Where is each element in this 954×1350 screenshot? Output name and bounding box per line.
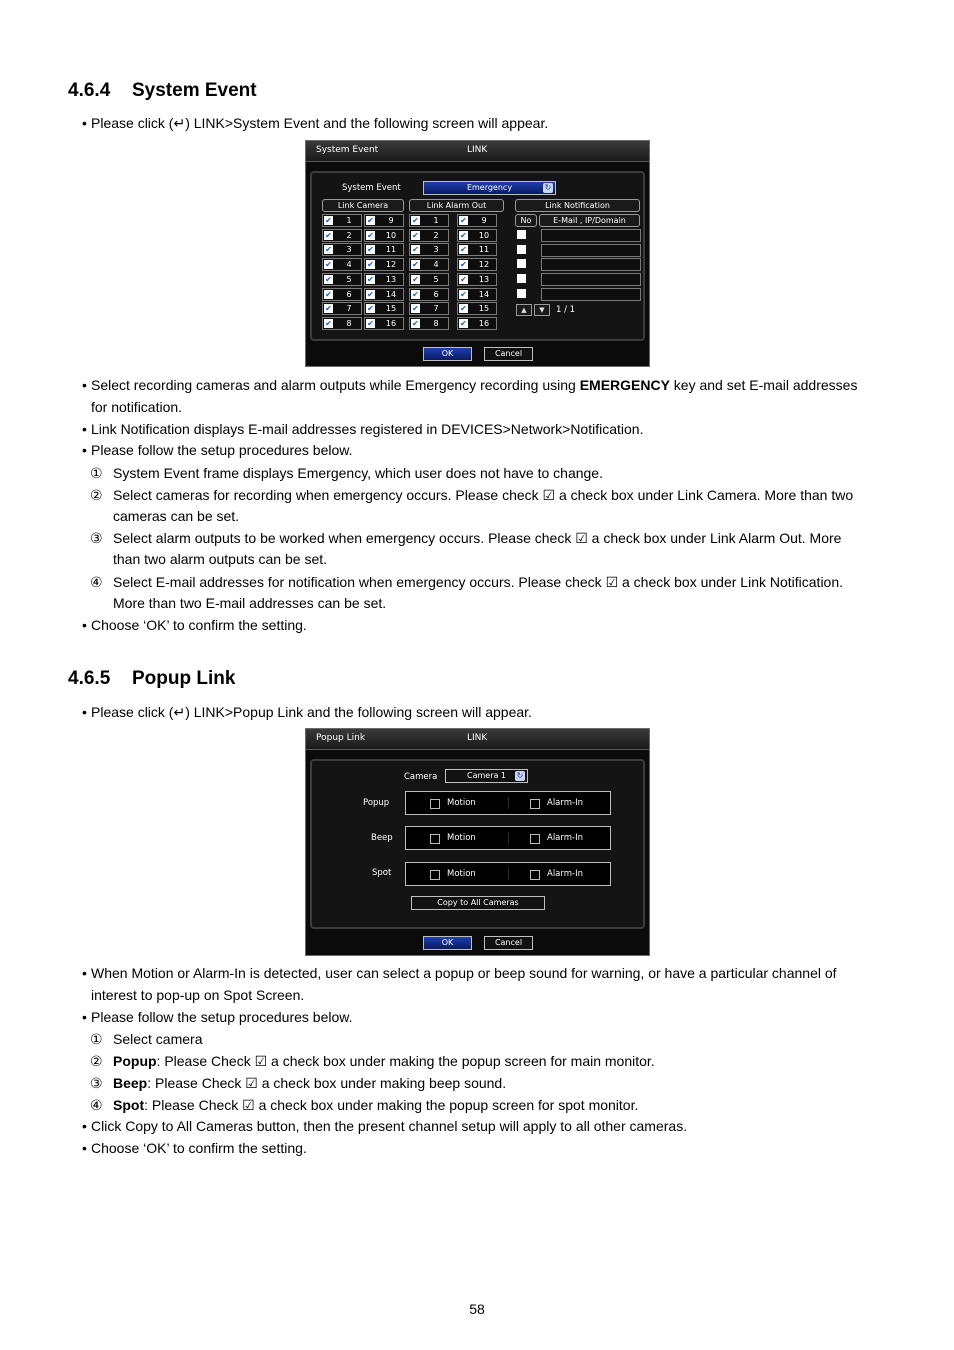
link-alarm-checkbox[interactable]: ✔ 10 <box>457 229 497 242</box>
link-camera-checkbox[interactable]: ✔ 9 <box>364 214 404 227</box>
beep-motion-checkbox[interactable] <box>430 834 440 844</box>
link-camera-header: Link Camera <box>322 199 404 212</box>
screen-title: System Event <box>316 145 379 155</box>
email-address-field[interactable] <box>541 244 641 257</box>
section-number: 4.6.4 <box>68 80 111 101</box>
checkbox-checked-icon[interactable]: ✔ <box>367 275 374 284</box>
checkbox-checked-icon[interactable]: ✔ <box>412 290 419 299</box>
checkbox-checked-icon[interactable]: ✔ <box>412 260 419 269</box>
checkbox-checked-icon[interactable]: ✔ <box>460 216 467 225</box>
checkbox-checked-icon[interactable]: ✔ <box>412 231 419 240</box>
screen-title-bar <box>306 141 649 162</box>
checkbox-checked-icon[interactable]: ✔ <box>367 319 374 328</box>
checkbox-checked-icon[interactable]: ✔ <box>412 319 419 328</box>
spot-motion-checkbox[interactable] <box>430 870 440 880</box>
notification-checkbox[interactable] <box>517 289 526 298</box>
step-2-cont: cameras can be set. <box>113 508 240 524</box>
checkbox-checked-icon[interactable]: ✔ <box>460 319 467 328</box>
notification-checkbox[interactable] <box>517 259 526 268</box>
link-alarm-checkbox[interactable]: ✔ 1 <box>409 214 449 227</box>
link-camera-checkbox[interactable]: ✔ 3 <box>322 243 362 256</box>
email-address-field[interactable] <box>541 229 641 242</box>
spot-row-label: Spot <box>372 868 392 878</box>
link-camera-checkbox[interactable]: ✔ 11 <box>364 243 404 256</box>
screen-title: Popup Link <box>316 733 366 743</box>
link-camera-checkbox[interactable]: ✔ 10 <box>364 229 404 242</box>
step-4-cont: More than two E-mail addresses can be set. <box>113 595 387 611</box>
page-up-button[interactable]: ▲ <box>516 304 532 316</box>
link-alarm-checkbox[interactable]: ✔ 11 <box>457 243 497 256</box>
spot-row <box>405 862 611 886</box>
link-camera-checkbox[interactable]: ✔ 13 <box>364 273 404 286</box>
motion-label: Motion <box>447 798 476 808</box>
checkbox-checked-icon[interactable]: ✔ <box>325 275 332 284</box>
notification-checkbox[interactable] <box>517 274 526 283</box>
link-alarm-checkbox[interactable]: ✔ 6 <box>409 288 449 301</box>
motion-label: Motion <box>447 869 476 879</box>
popup-row <box>405 791 611 815</box>
no-column-header: No <box>515 214 537 227</box>
checkbox-checked-icon[interactable]: ✔ <box>325 304 332 313</box>
checkbox-checked-icon[interactable]: ✔ <box>412 216 419 225</box>
refresh-icon: ↻ <box>516 771 524 780</box>
ok-button[interactable]: OK <box>423 936 472 950</box>
link-alarm-checkbox[interactable]: ✔ 7 <box>409 302 449 315</box>
popup-row-label: Popup <box>363 798 390 808</box>
camera-label: Camera <box>404 772 438 782</box>
link-camera-checkbox[interactable]: ✔ 15 <box>364 302 404 315</box>
link-alarm-checkbox[interactable]: ✔ 8 <box>409 317 449 330</box>
link-alarm-checkbox[interactable]: ✔ 4 <box>409 258 449 271</box>
link-alarm-checkbox[interactable]: ✔ 12 <box>457 258 497 271</box>
checkbox-checked-icon[interactable]: ✔ <box>367 231 374 240</box>
checkbox-checked-icon[interactable]: ✔ <box>325 216 332 225</box>
link-alarm-checkbox[interactable]: ✔ 2 <box>409 229 449 242</box>
link-camera-checkbox[interactable]: ✔ 1 <box>322 214 362 227</box>
system-event-label: System Event <box>342 183 401 193</box>
alarm-in-label: Alarm-In <box>547 798 583 808</box>
checkbox-checked-icon[interactable]: ✔ <box>325 231 332 240</box>
enter-key-icon: ↵ <box>173 704 186 720</box>
cancel-button[interactable]: Cancel <box>484 936 533 950</box>
checkbox-checked-icon[interactable]: ✔ <box>412 245 419 254</box>
beep-row <box>405 826 611 850</box>
cancel-button[interactable]: Cancel <box>484 347 533 361</box>
checkbox-checked-icon[interactable]: ✔ <box>367 245 374 254</box>
link-alarm-checkbox[interactable]: ✔ 5 <box>409 273 449 286</box>
checkbox-checked-icon[interactable]: ✔ <box>325 290 332 299</box>
link-alarm-checkbox[interactable]: ✔ 13 <box>457 273 497 286</box>
system-event-select[interactable]: Emergency ↻ <box>423 181 556 195</box>
link-notification-header: Link Notification <box>515 199 640 212</box>
checkbox-checked-icon[interactable]: ✔ <box>325 245 332 254</box>
system-event-screen <box>305 140 650 367</box>
screen-title-bar <box>306 729 649 750</box>
email-address-field[interactable] <box>541 273 641 286</box>
link-alarm-checkbox[interactable]: ✔ 16 <box>457 317 497 330</box>
link-alarm-out-header: Link Alarm Out <box>409 199 504 212</box>
link-camera-checkbox[interactable]: ✔ 6 <box>322 288 362 301</box>
link-alarm-checkbox[interactable]: ✔ 3 <box>409 243 449 256</box>
section-heading-system-event <box>68 80 257 102</box>
link-camera-checkbox[interactable]: ✔ 8 <box>322 317 362 330</box>
alarm-in-label: Alarm-In <box>547 869 583 879</box>
checkbox-checked-icon[interactable]: ✔ <box>412 275 419 284</box>
motion-label: Motion <box>447 833 476 843</box>
alarm-in-label: Alarm-In <box>547 833 583 843</box>
notification-checkbox[interactable] <box>517 245 526 254</box>
link-alarm-checkbox[interactable]: ✔ 9 <box>457 214 497 227</box>
email-address-field[interactable] <box>541 258 641 271</box>
page-indicator: 1 / 1 <box>556 305 576 315</box>
checkbox-checked-icon[interactable]: ✔ <box>367 304 374 313</box>
bullet-motion-alarm-cont: interest to pop-up on Spot Screen. <box>91 987 305 1003</box>
link-camera-checkbox[interactable]: ✔ 5 <box>322 273 362 286</box>
link-camera-checkbox[interactable]: ✔ 4 <box>322 258 362 271</box>
checkbox-checked-icon[interactable]: ✔ <box>460 231 467 240</box>
section-title: Popup Link <box>132 668 236 689</box>
checkbox-checked-icon[interactable]: ✔ <box>367 260 374 269</box>
section-title: System Event <box>132 80 257 101</box>
page-down-button[interactable]: ▼ <box>534 304 550 316</box>
checkbox-checked-icon[interactable]: ✔ <box>325 319 332 328</box>
screen-menu-name: LINK <box>467 733 488 743</box>
checkbox-checked-icon[interactable]: ✔ <box>460 304 467 313</box>
enter-key-icon: ↵ <box>173 115 186 131</box>
checkbox-checked-icon[interactable]: ✔ <box>460 275 467 284</box>
bullet-emergency-cont: for notification. <box>91 399 183 415</box>
page-number: 58 <box>469 1301 485 1317</box>
link-alarm-checkbox[interactable]: ✔ 14 <box>457 288 497 301</box>
popup-link-screen <box>305 728 650 956</box>
link-camera-checkbox[interactable]: ✔ 14 <box>364 288 404 301</box>
refresh-icon: ↻ <box>544 183 552 192</box>
link-camera-checkbox[interactable]: ✔ 16 <box>364 317 404 330</box>
step-3-cont: than two alarm outputs can be set. <box>113 551 328 567</box>
camera-select[interactable]: Camera 1 ↻ <box>445 769 528 783</box>
link-camera-checkbox[interactable]: ✔ 2 <box>322 229 362 242</box>
link-camera-checkbox[interactable]: ✔ 12 <box>364 258 404 271</box>
checkbox-checked-icon[interactable]: ✔ <box>460 245 467 254</box>
beep-row-label: Beep <box>371 833 393 843</box>
checkbox-checked-icon[interactable]: ✔ <box>367 290 374 299</box>
checkbox-checked-icon[interactable]: ✔ <box>412 304 419 313</box>
checkbox-checked-icon[interactable]: ✔ <box>460 260 467 269</box>
email-column-header: E-Mail , IP/Domain <box>539 214 640 227</box>
spot-alarm-in-checkbox[interactable] <box>530 870 540 880</box>
copy-to-all-cameras-button[interactable]: Copy to All Cameras <box>411 896 545 910</box>
checkbox-checked-icon[interactable]: ✔ <box>325 260 332 269</box>
checkbox-checked-icon[interactable]: ✔ <box>460 290 467 299</box>
screen-menu-name: LINK <box>467 145 488 155</box>
checkbox-checked-icon[interactable]: ✔ <box>367 216 374 225</box>
notification-checkbox[interactable] <box>517 230 526 239</box>
link-alarm-checkbox[interactable]: ✔ 15 <box>457 302 497 315</box>
section-number: 4.6.5 <box>68 668 111 689</box>
email-address-field[interactable] <box>541 288 641 301</box>
section-heading-popup-link <box>68 668 235 690</box>
popup-alarm-in-checkbox[interactable] <box>530 799 540 809</box>
beep-alarm-in-checkbox[interactable] <box>530 834 540 844</box>
ok-button[interactable]: OK <box>423 347 472 361</box>
link-camera-checkbox[interactable]: ✔ 7 <box>322 302 362 315</box>
popup-motion-checkbox[interactable] <box>430 799 440 809</box>
